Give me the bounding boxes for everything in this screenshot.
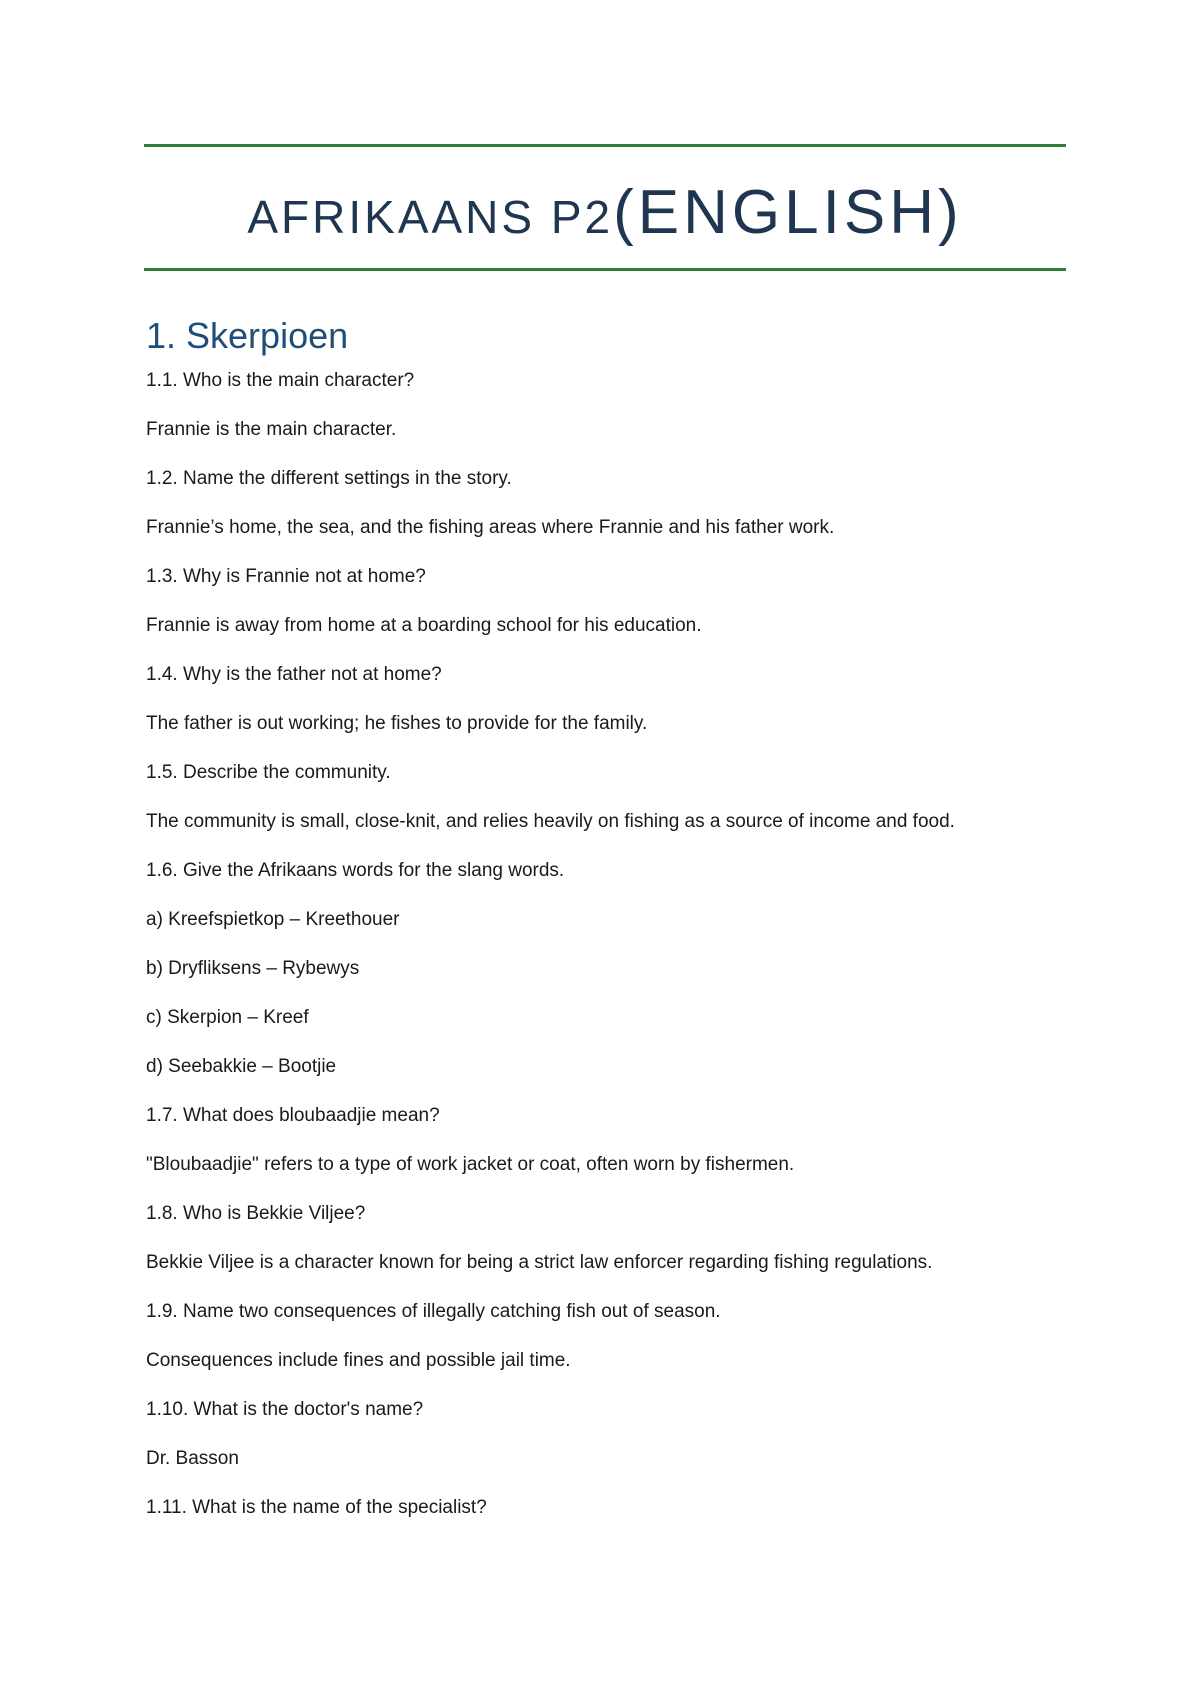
question-1-9: 1.9. Name two consequences of illegally catching fish out of season. [146, 1301, 721, 1322]
document-title [144, 178, 1066, 264]
question-1-10: 1.10. What is the doctor's name? [146, 1399, 424, 1420]
answer-1-6-a: a) Kreefspietkop – Kreethouer [146, 909, 400, 930]
question-1-8: 1.8. Who is Bekkie Viljee? [146, 1203, 366, 1224]
bottom-rule [144, 268, 1066, 271]
question-1-5: 1.5. Describe the community. [146, 762, 391, 783]
answer-1-6-c: c) Skerpion – Kreef [146, 1007, 309, 1028]
answer-1-8: Bekkie Viljee is a character known for being a strict law enforcer regarding fishing regulations. [146, 1252, 933, 1273]
question-1-1: 1.1. Who is the main character? [146, 370, 415, 391]
answer-1-6-b: b) Dryfliksens – Rybewys [146, 958, 360, 979]
answer-1-10: Dr. Basson [146, 1448, 239, 1469]
question-1-7: 1.7. What does bloubaadjie mean? [146, 1105, 440, 1126]
question-1-3: 1.3. Why is Frannie not at home? [146, 566, 426, 587]
answer-1-3: Frannie is away from home at a boarding school for his education. [146, 615, 702, 636]
question-1-2: 1.2. Name the different settings in the story. [146, 468, 512, 489]
top-rule [144, 144, 1066, 147]
section-heading: 1. Skerpioen [146, 315, 349, 356]
answer-1-5: The community is small, close-knit, and relies heavily on fishing as a source of income and food. [146, 811, 955, 832]
title-main: AFRIKAANS P2 [247, 191, 614, 243]
answer-1-6-d: d) Seebakkie – Bootjie [146, 1056, 337, 1077]
question-1-6: 1.6. Give the Afrikaans words for the slang words. [146, 860, 565, 881]
answer-1-2: Frannie’s home, the sea, and the fishing areas where Frannie and his father work. [146, 517, 835, 538]
question-1-11: 1.11. What is the name of the specialist? [146, 1497, 487, 1518]
answer-1-1: Frannie is the main character. [146, 419, 397, 440]
answer-1-7: "Bloubaadjie" refers to a type of work jacket or coat, often worn by fishermen. [146, 1154, 795, 1175]
answer-1-4: The father is out working; he fishes to provide for the family. [146, 713, 648, 734]
question-1-4: 1.4. Why is the father not at home? [146, 664, 442, 685]
title-paren: (ENGLISH) [613, 178, 963, 247]
document-body [146, 369, 1086, 1545]
answer-1-9: Consequences include fines and possible jail time. [146, 1350, 571, 1371]
